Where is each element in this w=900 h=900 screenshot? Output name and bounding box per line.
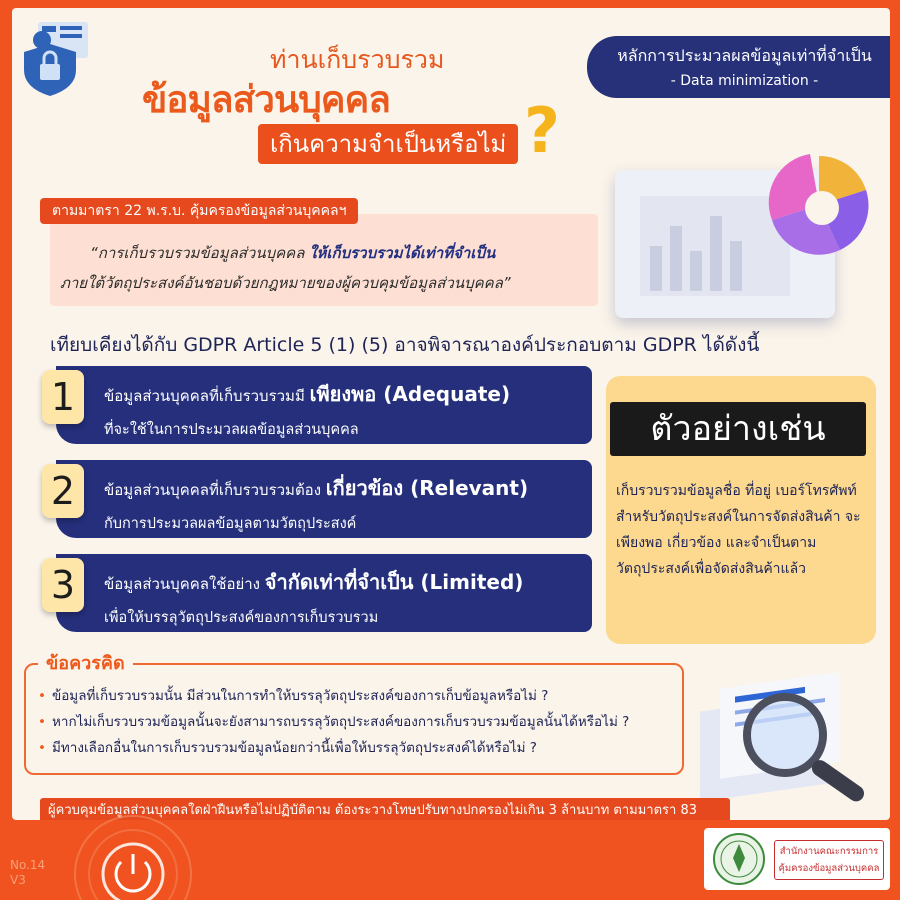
considerations-title: ข้อควรคิด (38, 648, 133, 677)
power-icon (48, 812, 218, 900)
criterion-1-line2: ที่จะใช้ในการประมวลผลข้อมูลส่วนบุคคล (104, 422, 359, 438)
penalty-warning: ผู้ควบคุมข้อมูลส่วนบุคคลใดฝ่าฝืนหรือไม่ปฏิบัติตาม ต้องระวางโทษปรับทางปกครองไม่เกิน 3 ล้านบาท ตามมาตรา 83 (40, 798, 730, 820)
version-label: V3 (10, 873, 26, 887)
criterion-2-number: 2 (42, 464, 84, 518)
magnifier-icon (690, 673, 890, 813)
headline-line1: ท่านเก็บรวบรวม (270, 45, 445, 74)
law-quote-line2: ภายใต้วัตถุประสงค์อันชอบด้วยกฎหมายของผู้ควบคุมข้อมูลส่วนบุคคล” (60, 274, 511, 292)
criterion-1-line1 (104, 378, 582, 410)
criterion-3-emphasis: จำกัดเท่าที่จำเป็น (Limited) (264, 570, 524, 594)
law-quote-box (50, 214, 598, 306)
law-quote-part1: “การเก็บรวบรวมข้อมูลส่วนบุคคล (90, 244, 310, 262)
pie-chart-icon (760, 150, 878, 260)
considerations-list (38, 683, 672, 761)
criterion-2-line2: กับการประมวลผลข้อมูลตามวัตถุประสงค์ (104, 516, 357, 532)
criterion-2-prefix: ข้อมูลส่วนบุคคลที่เก็บรวบรวมต้อง (104, 481, 326, 499)
org-name (774, 840, 884, 880)
principle-en: - Data minimization - (670, 73, 819, 89)
law-quote-highlight: ให้เก็บรวบรวมได้เท่าที่จำเป็น (309, 244, 496, 262)
criterion-3-prefix: ข้อมูลส่วนบุคคลใช้อย่าง (104, 575, 265, 593)
criterion-2-emphasis: เกี่ยวข้อง (Relevant) (325, 476, 529, 500)
org-name-line1: สำนักงานคณะกรรมการ (779, 846, 879, 857)
org-name-line2: คุ้มครองข้อมูลส่วนบุคคล (778, 863, 880, 874)
consideration-item: • ข้อมูลที่เก็บรวบรวมนั้น มีส่วนในการทำให้บรรลุวัตถุประสงค์ของการเก็บข้อมูลหรือไม่ ? (38, 683, 672, 709)
headline-line2: ข้อมูลส่วนบุคคล (142, 78, 390, 121)
principle-th: หลักการประมวลผลข้อมูลเท่าที่จำเป็น (617, 46, 872, 65)
consideration-item: • มีทางเลือกอื่นในการเก็บรวบรวมข้อมูลน้อยกว่านี้เพื่อให้บรรลุวัตถุประสงค์ได้หรือไม่ ? (38, 735, 672, 761)
criterion-1-number: 1 (42, 370, 84, 424)
criterion-3-number: 3 (42, 558, 84, 612)
criterion-2 (56, 460, 592, 538)
question-mark: ? (524, 94, 560, 167)
criterion-3-line1 (104, 566, 582, 598)
headline-line3: เกินความจำเป็นหรือไม่ (258, 124, 518, 164)
issue-number (10, 858, 45, 888)
criterion-2-line1 (104, 472, 582, 504)
criterion-1-emphasis: เพียงพอ (Adequate) (309, 382, 511, 406)
issue-label: No.14 (10, 858, 46, 872)
criterion-3 (56, 554, 592, 632)
example-text: เก็บรวบรวมข้อมูลชื่อ ที่อยู่ เบอร์โทรศัพท์ สำหรับวัตถุประสงค์ในการจัดส่งสินค้า จะเพียงพอ เกี่ยวข้อง และจำเป็นตามวัตถุประสงค์เพื่อจัดส่งสินค้าแล้ว (616, 483, 861, 577)
criterion-1-prefix: ข้อมูลส่วนบุคคลที่เก็บรวบรวมมี (104, 387, 310, 405)
criterion-3-line2: เพื่อให้บรรลุวัตถุประสงค์ของการเก็บรวบรวม (104, 610, 379, 626)
consideration-item: • หากไม่เก็บรวบรวมข้อมูลนั้นจะยังสามารถบรรลุวัตถุประสงค์ของการเก็บรวบรวมข้อมูลนั้นได้หรือไม่ ? (38, 709, 672, 735)
poster-frame (12, 8, 890, 820)
example-title: ตัวอย่างเช่น (610, 402, 866, 456)
law-quote-line1 (60, 238, 588, 268)
law-tag: ตามมาตรา 22 พ.ร.บ. คุ้มครองข้อมูลส่วนบุคคลฯ (40, 198, 358, 224)
principle-pill (587, 36, 890, 98)
shield-lock-icon (20, 18, 92, 98)
gdpr-heading: เทียบเคียงได้กับ GDPR Article 5 (1) (5) อาจพิจารณาองค์ประกอบตาม GDPR ได้ดังนี้ (50, 334, 760, 356)
criterion-1 (56, 366, 592, 444)
seal-logo (712, 832, 766, 886)
considerations-box (24, 663, 684, 775)
